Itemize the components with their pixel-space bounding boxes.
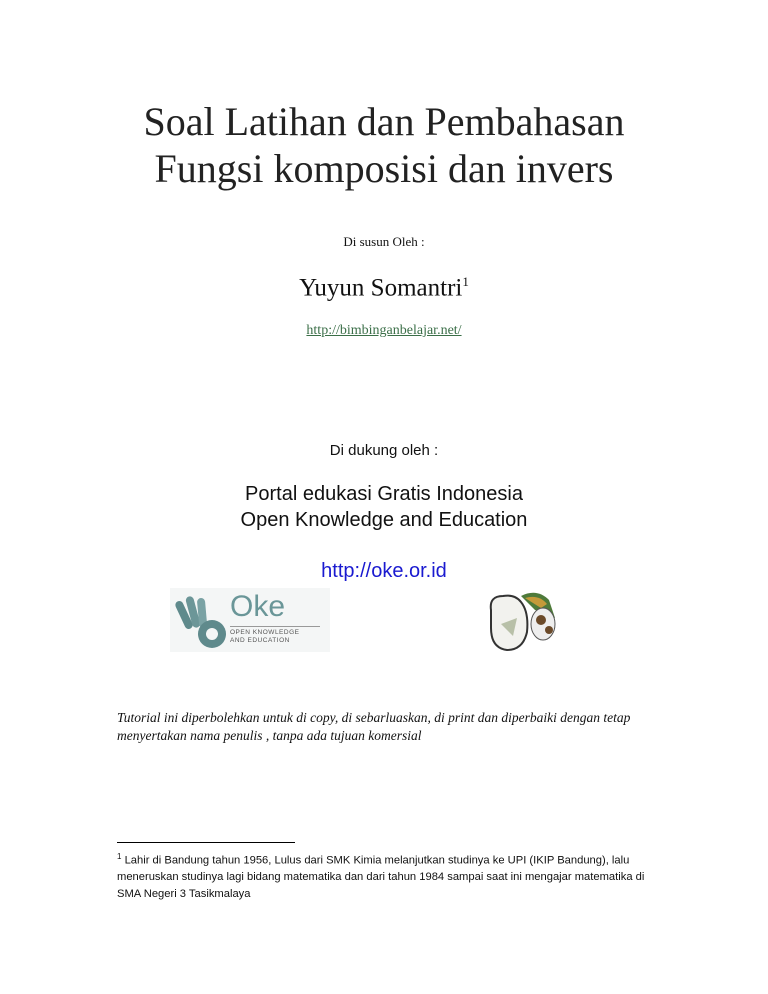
footnote-ref: 1	[462, 274, 469, 289]
footnote-line-2: meneruskan studinya lagi bidang matematika dan dari tahun 1984 sampai saat ini mengajar matematika di	[117, 871, 645, 884]
footnote-number: 1	[117, 852, 122, 861]
author-url-wrap	[0, 321, 768, 339]
oke-logo-text: Oke	[230, 590, 286, 623]
license-note-line-2: menyertakan nama penulis , tanpa ada tujuan komersial	[117, 728, 422, 743]
oke-logo	[170, 588, 330, 652]
footnote-divider	[117, 842, 295, 843]
footnote-line-3: SMA Negeri 3 Tasikmalaya	[117, 887, 251, 900]
oke-logo-subtext-2: AND EDUCATION	[230, 637, 290, 644]
title-line-1: Soal Latihan dan Pembahasan	[143, 99, 625, 144]
support-url-wrap	[0, 560, 768, 583]
mascot-logo-icon	[485, 588, 557, 654]
org-line-2: Open Knowledge and Education	[240, 509, 528, 531]
org-line-1: Portal edukasi Gratis Indonesia	[245, 483, 523, 505]
support-url-link[interactable]: http://oke.or.id	[321, 560, 447, 582]
author-name: Yuyun Somantri	[299, 274, 463, 302]
author-name-wrap	[0, 274, 768, 302]
license-note-line-1: Tutorial ini diperbolehkan untuk di copy, di sebarluaskan, di print dan diperbaiki dengan tetap	[117, 710, 631, 725]
author-url-link[interactable]: http://bimbinganbelajar.net/	[306, 323, 462, 338]
support-label: Di dukung oleh :	[329, 442, 439, 459]
footnote	[117, 849, 677, 902]
title-line-2: Fungsi komposisi dan invers	[154, 146, 614, 191]
license-note	[117, 709, 677, 745]
oke-logo-subtext-1: OPEN KNOWLEDGE	[230, 629, 300, 636]
hand-ok-icon	[174, 590, 234, 652]
footnote-line-1: Lahir di Bandung tahun 1956, Lulus dari SMK Kimia melanjutkan studinya ke UPI (IKIP Bandung), lalu	[124, 854, 630, 867]
author-label: Di susun Oleh :	[343, 234, 425, 249]
